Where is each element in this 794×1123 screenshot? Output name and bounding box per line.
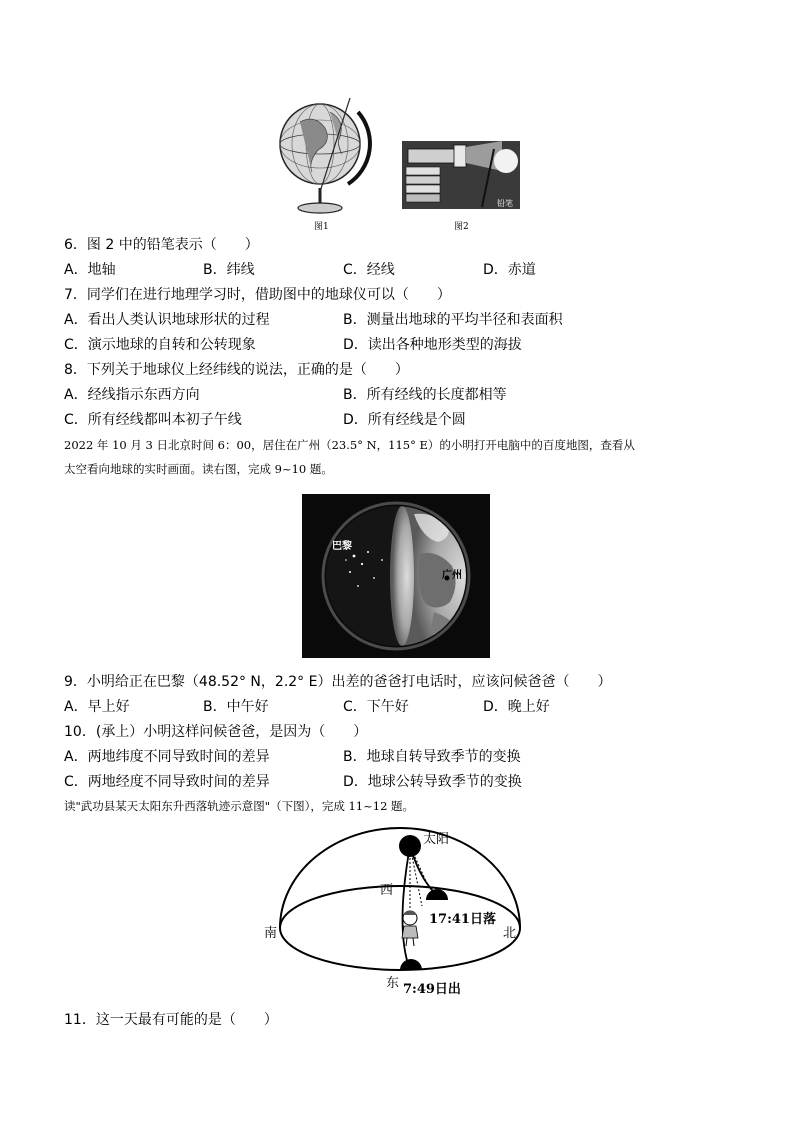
question-6-stem: 6．图 2 中的铅笔表示（ ） (64, 237, 259, 253)
q7-option-b: B．测量出地球的平均半径和表面积 (343, 312, 563, 328)
south-label: 南 (264, 926, 278, 941)
q9-option-b: B．中午好 (203, 699, 269, 715)
q10-option-c: C．两地经度不同导致时间的差异 (64, 774, 270, 790)
intro-9-10-line-1: 2022 年 10 月 3 日北京时间 6：00，居住在广州（23.5° N，115° E）的小明打开电脑中的百度地图，查看从 (64, 438, 635, 452)
q7-option-d: D．读出各种地形类型的海拔 (343, 337, 522, 353)
q10-option-d: D．地球公转导致季节的变换 (343, 774, 522, 790)
q8-option-b: B．所有经线的长度都相等 (343, 387, 507, 403)
q9-option-a: A．早上好 (64, 699, 130, 715)
q9-option-c: C．下午好 (343, 699, 409, 715)
q10-option-a: A．两地纬度不同导致时间的差异 (64, 749, 270, 765)
q8-option-a: A．经线指示东西方向 (64, 387, 200, 403)
q10-option-b: B．地球自转导致季节的变换 (343, 749, 521, 765)
paris-label: 巴黎 (332, 541, 352, 552)
guangzhou-label: 广州 (442, 570, 462, 581)
question-9-stem: 9．小明给正在巴黎（48.52° N，2.2° E）出差的爸爸打电话时，应该问候爸爸（ ） (64, 674, 612, 690)
east-label: 东 (386, 976, 400, 991)
q6-option-b: B．纬线 (203, 262, 255, 278)
q7-option-a: A．看出人类认识地球形状的过程 (64, 312, 270, 328)
sunrise-time-label: 7:49日出 (403, 982, 461, 997)
question-8-stem: 8．下列关于地球仪上经纬线的说法，正确的是（ ） (64, 362, 409, 378)
question-11-stem: 11．这一天最有可能的是（ ） (64, 1012, 278, 1028)
intro-11-12: 读"武功县某天太阳东升西落轨迹示意图"（下图），完成 11~12 题。 (64, 799, 415, 813)
figure-2-caption: 图2 (454, 222, 469, 232)
intro-9-10-line-2: 太空看向地球的实时画面。读右图，完成 9~10 题。 (64, 462, 333, 476)
west-label: 西 (380, 883, 394, 898)
figure-2-pencil-label: 铅笔 (497, 199, 513, 208)
globe-figure (270, 92, 380, 222)
north-label: 北 (503, 926, 517, 941)
q8-option-c: C．所有经线都叫本初子午线 (64, 412, 242, 428)
sunset-time-label: 17:41日落 (429, 912, 496, 927)
question-7-stem: 7．同学们在进行地理学习时，借助图中的地球仪可以（ ） (64, 287, 451, 303)
q6-option-c: C．经线 (343, 262, 395, 278)
question-10-stem: 10．(承上）小明这样问候爸爸，是因为（ ） (64, 724, 368, 740)
q9-option-d: D．晚上好 (483, 699, 550, 715)
q6-option-d: D．赤道 (483, 262, 536, 278)
figure-1-caption: 图1 (314, 222, 329, 232)
q6-option-a: A．地轴 (64, 262, 116, 278)
sun-label: 太阳 (423, 832, 450, 847)
q8-option-d: D．所有经线是个圆 (343, 412, 466, 428)
q7-option-c: C．演示地球的自转和公转现象 (64, 337, 256, 353)
